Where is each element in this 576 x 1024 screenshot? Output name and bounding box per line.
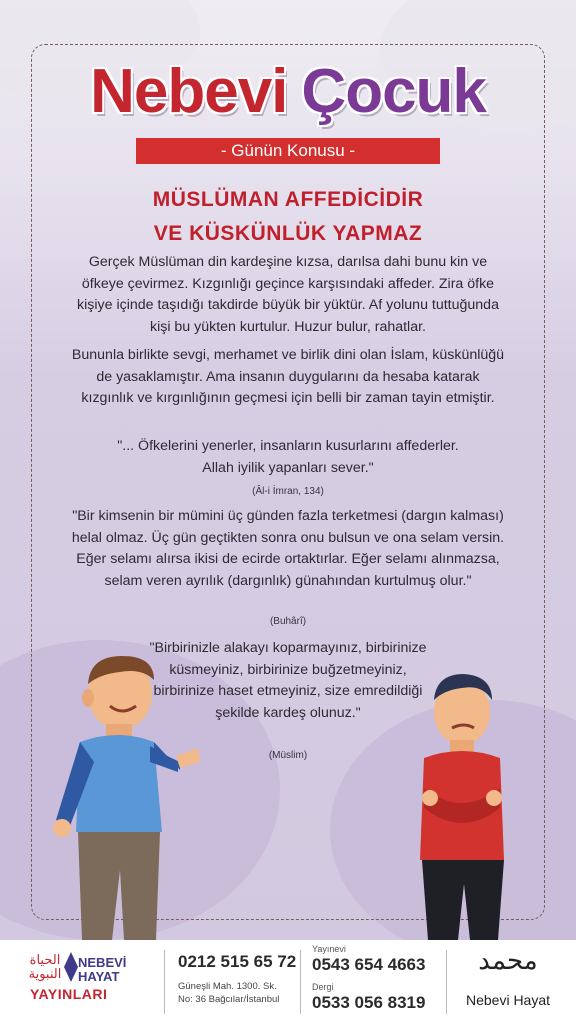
- publisher-logo-arabic: [24, 954, 66, 982]
- quote-1: "... Öfkelerini yenerler, insanların kusurlarını affederler. Allah iyilik yapanları sever.": [117, 438, 459, 476]
- publisher-line1: NEBEVİ: [78, 955, 127, 970]
- quote-3: "Birbirinizle alakayı koparmayınız, birbirinize küsmeyiniz, birbirinize buğzetmeyiniz, birbirinize haset etmeyiniz, size emredildiği şekilde kardeş olunuz.": [149, 640, 427, 721]
- publisher-ar-line2: النبوية: [28, 967, 62, 982]
- quote-3-source: (Müslim): [268, 750, 308, 761]
- footer-divider: [300, 950, 301, 1014]
- address-line2: No: 36 Bağcılar/İstanbul: [178, 994, 280, 1005]
- man-gesturing-figure: [50, 650, 210, 940]
- publisher-logo-name: [78, 956, 126, 984]
- man-crossed-arms-figure: [412, 670, 512, 940]
- nebevi-cocuk-logo: [0, 52, 576, 132]
- footer-divider: [164, 950, 165, 1014]
- label-publisher: Yayınevi: [312, 944, 346, 954]
- quote-1-source: (Âl-i İmran, 134): [252, 486, 324, 497]
- publisher-ar-line1: الحياة: [29, 953, 61, 968]
- paragraph-2: Bununla birlikte sevgi, merhamet ve birlik dini olan İslam, küskünlüğü de yasaklamıştır. Ama insanın duygularını da hesaba katarak kızgınlık ve kırgınlığının geçmesi için belli bir zaman tayin etmiştir.: [71, 347, 505, 406]
- publisher-phone: 0543 654 4663: [312, 955, 426, 974]
- office-phone: 0212 515 65 72: [178, 952, 297, 971]
- brand-name: Nebevi Hayat: [465, 992, 551, 1008]
- office-address: [178, 980, 279, 1006]
- logo-word-nebevi: Nebevi: [90, 57, 288, 126]
- publisher-emblem-icon: [64, 952, 78, 982]
- article-title-line2: VE KÜSKÜNLÜK YAPMAZ: [153, 222, 423, 245]
- footer-divider: [446, 950, 447, 1014]
- footer-bar: [0, 940, 576, 1024]
- article-title-line1: MÜSLÜMAN AFFEDİCİDİR: [152, 188, 424, 211]
- publisher-line3: YAYINLARI: [30, 986, 108, 1002]
- paragraph-1: Gerçek Müslüman din kardeşine kızsa, darılsa dahi bunu kin ve öfkeye çevirmez. Kızgınlığı geçince karşısındaki affeder. Zira öfke kişiye içinde taşıdığı takdirde büyük bir yüktür. Af yolunu tuttuğunda kişi bu yükten kurtulur. Huzur bulur, rahatlar.: [77, 254, 499, 335]
- quote-2-source: (Buhârî): [269, 616, 307, 627]
- publisher-line2: HAYAT: [78, 969, 120, 984]
- brand-calligraphy: محمد: [478, 946, 538, 976]
- topic-ribbon: - Günün Konusu -: [136, 138, 440, 164]
- quote-2: "Bir kimsenin bir mümini üç günden fazla terketmesi (dargın kalması) helal olmaz. Üç gün geçtikten sonra onu bulsun ve ona selam versin. Eğer selamı alırsa ikisi de ecirde ortaktırlar. Eğer selamı alınmazsa, selam veren ayrılık (dargınlık) günahından kurtulmuş olur.": [71, 508, 505, 589]
- label-magazine: Dergi: [312, 982, 334, 992]
- logo-word-cocuk: Çocuk: [301, 57, 486, 126]
- address-line1: Güneşli Mah. 1300. Sk.: [178, 981, 277, 992]
- magazine-phone: 0533 056 8319: [312, 993, 426, 1012]
